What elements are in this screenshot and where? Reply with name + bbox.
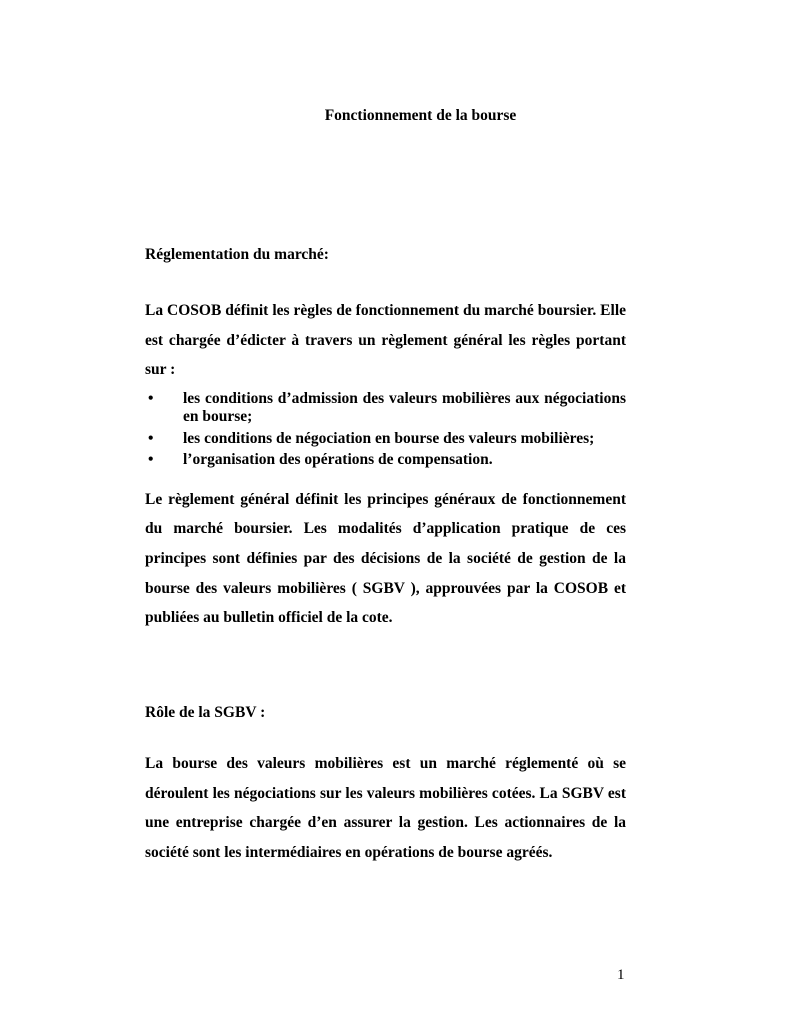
list-item [145, 390, 626, 427]
section-role-sgbv-body [145, 749, 626, 867]
rules-list [145, 390, 626, 470]
general-regulation-paragraph: Le règlement général définit les principes généraux de fonctionnement du marché boursier. Les modalités d’application pratique de ces principes sont définies par des décisions de la société de gestion de la bourse des valeurs mobilières ( SGBV ), approuvées par la COSOB et publiées au bulletin officiel de la cote. [145, 490, 626, 627]
bullet-icon: • [148, 451, 154, 469]
section-heading-reglementation: Réglementation du marché: [145, 246, 329, 263]
document-title: Fonctionnement de la bourse [324, 107, 517, 124]
section-heading-role-sgbv: Rôle de la SGBV : [145, 704, 266, 721]
bullet-icon: • [148, 429, 154, 447]
list-item-text: les conditions d’admission des valeurs mobilières aux négociations en bourse; [183, 389, 626, 426]
list-item-text: l’organisation des opérations de compensation. [183, 451, 493, 469]
list-item [145, 451, 626, 470]
page-number: 1 [617, 967, 625, 983]
list-item [145, 430, 626, 449]
intro-paragraph: La COSOB définit les règles de fonctionnement du marché boursier. Elle est chargée d’édicter à travers un règlement général les règles portant sur : [145, 302, 626, 379]
bullet-icon: • [148, 389, 154, 407]
list-item-text: les conditions de négociation en bourse des valeurs mobilières; [183, 429, 595, 447]
section-reglementation-body [145, 296, 626, 633]
sgbv-role-paragraph: La bourse des valeurs mobilières est un marché réglementé où se déroulent les négociations sur les valeurs mobilières cotées. La SGBV est une entreprise chargée d’en assurer la gestion. Les actionnaires de la société sont les intermédiaires en opérations de bourse agréés. [145, 755, 626, 861]
